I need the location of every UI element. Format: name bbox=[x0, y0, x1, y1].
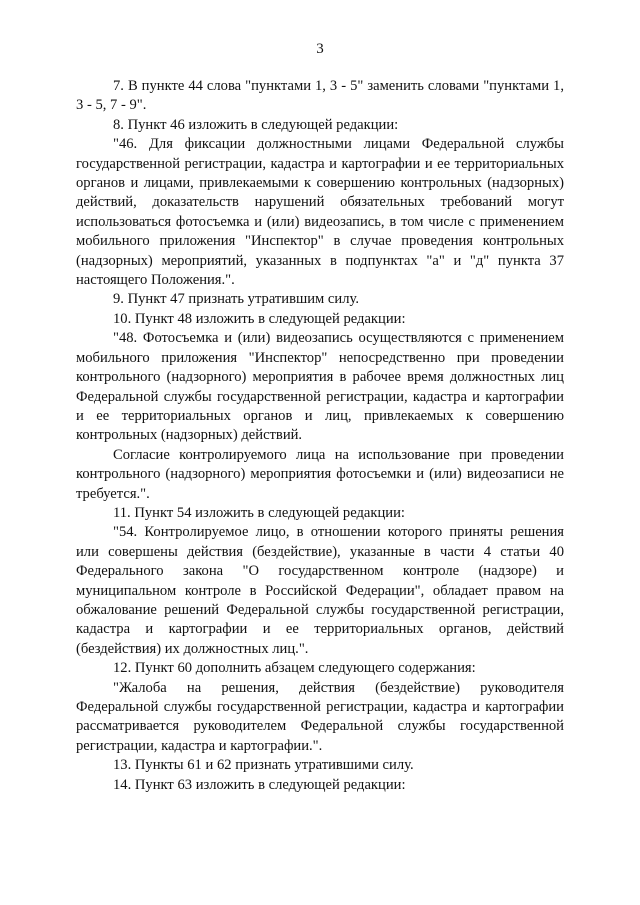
paragraph-consent: Согласие контролируемого лица на использование при проведении контрольного (надзорного) мероприятия фотосъемки и (или) видеозаписи не требуется.". bbox=[76, 446, 564, 502]
paragraph-quote-54: "54. Контролируемое лицо, в отношении которого приняты решения или совершены действия (бездействие), указанные в части 4 статьи 40 Федерального закона "О государственном контроле (надзоре) и муниципальном контроле в Российской Федерации", обладает правом на обжалование решений Федеральной службы государственной регистрации, кадастра и картографии и ее территориальных органов, действий (бездействия) их должностных лиц.". bbox=[76, 524, 564, 657]
paragraph-item-14: 14. Пункт 63 изложить в следующей редакции: bbox=[113, 776, 406, 793]
paragraph-complaint: "Жалоба на решения, действия (бездействие) руководителя Федеральной службы государственной регистрации, кадастра и картографии рассматривается руководителем Федеральной службы государственной регистрации, кадастра и картографии.". bbox=[76, 679, 564, 754]
paragraph-item-10: 10. Пункт 48 изложить в следующей редакции: bbox=[113, 310, 406, 327]
document-body bbox=[76, 77, 564, 795]
paragraph-item-8: 8. Пункт 46 изложить в следующей редакции: bbox=[113, 116, 399, 133]
paragraph-item-12: 12. Пункт 60 дополнить абзацем следующего содержания: bbox=[113, 660, 476, 677]
paragraph-item-13: 13. Пункты 61 и 62 признать утратившими силу. bbox=[113, 757, 414, 774]
page-number: 3 bbox=[316, 41, 324, 57]
paragraph-quote-46: "46. Для фиксации должностными лицами Федеральной службы государственной регистрации, кадастра и картографии и ее территориальных органов и лицами, привлекаемыми к совершению контрольных (надзорных) действий, доказательств нарушений обязательных требований могут использоваться фотосъемка и (или) видеозапись, в том числе с применением мобильного приложения "Инспектор" в случае проведения контрольных (надзорных) мероприятий, указанных в подпунктах "а" и "д" пункта 37 настоящего Положения.". bbox=[76, 136, 564, 289]
paragraph-quote-48: "48. Фотосъемка и (или) видеозапись осуществляются с применением мобильного приложения "Инспектор" непосредственно при проведении контрольного (надзорного) мероприятия в рабочее время должностных лиц Федеральной службы государственной регистрации, кадастра и картографии и ее территориальных органов и лиц, привлекаемых к совершению контрольных (надзорных) действий. bbox=[76, 330, 564, 444]
paragraph-item-7: 7. В пункте 44 слова "пунктами 1, 3 - 5" заменить словами "пунктами 1, 3 - 5, 7 - 9". bbox=[76, 78, 564, 114]
paragraph-item-11: 11. Пункт 54 изложить в следующей редакции: bbox=[113, 504, 405, 521]
paragraph-item-9: 9. Пункт 47 признать утратившим силу. bbox=[113, 291, 359, 308]
